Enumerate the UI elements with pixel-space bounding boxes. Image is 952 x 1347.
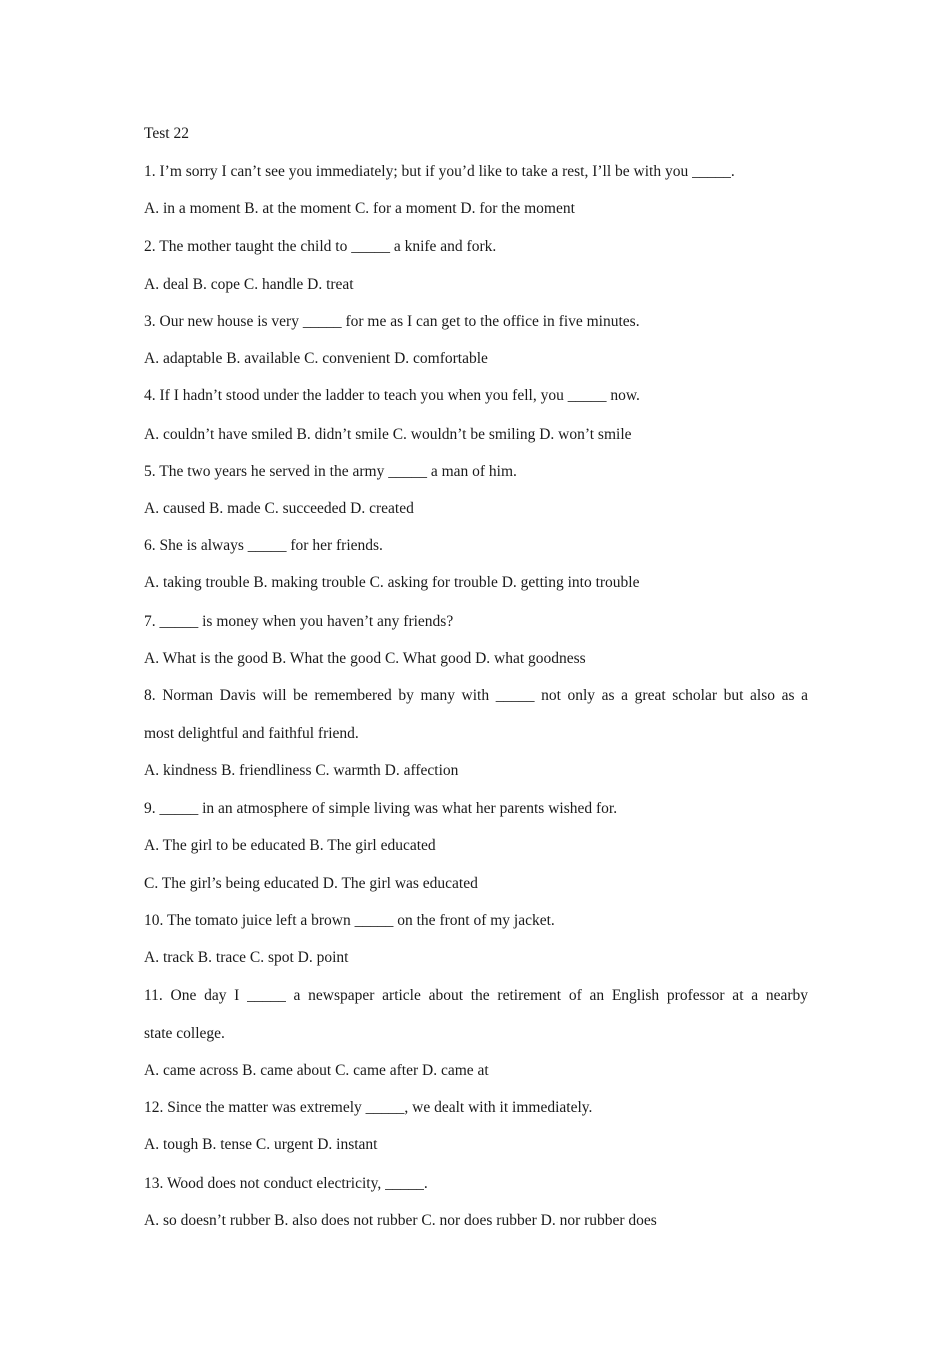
- question-8: 8. Norman Davis will be remembered by many with _____ not only as a great scholar but also as a: [144, 687, 808, 704]
- question-11-continued: state college.: [144, 1025, 225, 1042]
- question-5: 5. The two years he served in the army _____ a man of him.: [144, 463, 517, 480]
- options-4: A. couldn’t have smiled B. didn’t smile C. wouldn’t be smiling D. won’t smile: [144, 426, 632, 443]
- question-12: 12. Since the matter was extremely _____, we dealt with it immediately.: [144, 1099, 593, 1116]
- options-1: A. in a moment B. at the moment C. for a moment D. for the moment: [144, 200, 575, 217]
- options-10: A. track B. trace C. spot D. point: [144, 949, 349, 966]
- question-1: 1. I’m sorry I can’t see you immediately; but if you’d like to take a rest, I’ll be with you _____.: [144, 163, 735, 180]
- options-6: A. taking trouble B. making trouble C. asking for trouble D. getting into trouble: [144, 574, 640, 591]
- question-10: 10. The tomato juice left a brown _____ on the front of my jacket.: [144, 912, 555, 929]
- question-9: 9. _____ in an atmosphere of simple living was what her parents wished for.: [144, 800, 618, 817]
- options-9-cd: C. The girl’s being educated D. The girl was educated: [144, 875, 478, 892]
- options-5: A. caused B. made C. succeeded D. created: [144, 500, 414, 517]
- question-6: 6. She is always _____ for her friends.: [144, 537, 383, 554]
- options-13: A. so doesn’t rubber B. also does not rubber C. nor does rubber D. nor rubber does: [144, 1212, 657, 1229]
- question-8-continued: most delightful and faithful friend.: [144, 725, 359, 742]
- options-7: A. What is the good B. What the good C. What good D. what goodness: [144, 650, 586, 667]
- question-4: 4. If I hadn’t stood under the ladder to teach you when you fell, you _____ now.: [144, 387, 640, 404]
- options-9-ab: A. The girl to be educated B. The girl educated: [144, 837, 436, 854]
- options-11: A. came across B. came about C. came after D. came at: [144, 1062, 489, 1079]
- question-3: 3. Our new house is very _____ for me as I can get to the office in five minutes.: [144, 313, 640, 330]
- options-8: A. kindness B. friendliness C. warmth D. affection: [144, 762, 459, 779]
- question-13: 13. Wood does not conduct electricity, _____.: [144, 1175, 428, 1192]
- options-12: A. tough B. tense C. urgent D. instant: [144, 1136, 378, 1153]
- options-3: A. adaptable B. available C. convenient D. comfortable: [144, 350, 488, 367]
- options-2: A. deal B. cope C. handle D. treat: [144, 276, 354, 293]
- question-7: 7. _____ is money when you haven’t any friends?: [144, 613, 454, 630]
- question-11: 11. One day I _____ a newspaper article about the retirement of an English professor at a nearby: [144, 987, 808, 1004]
- question-2: 2. The mother taught the child to _____ a knife and fork.: [144, 238, 497, 255]
- page-title: Test 22: [144, 125, 189, 142]
